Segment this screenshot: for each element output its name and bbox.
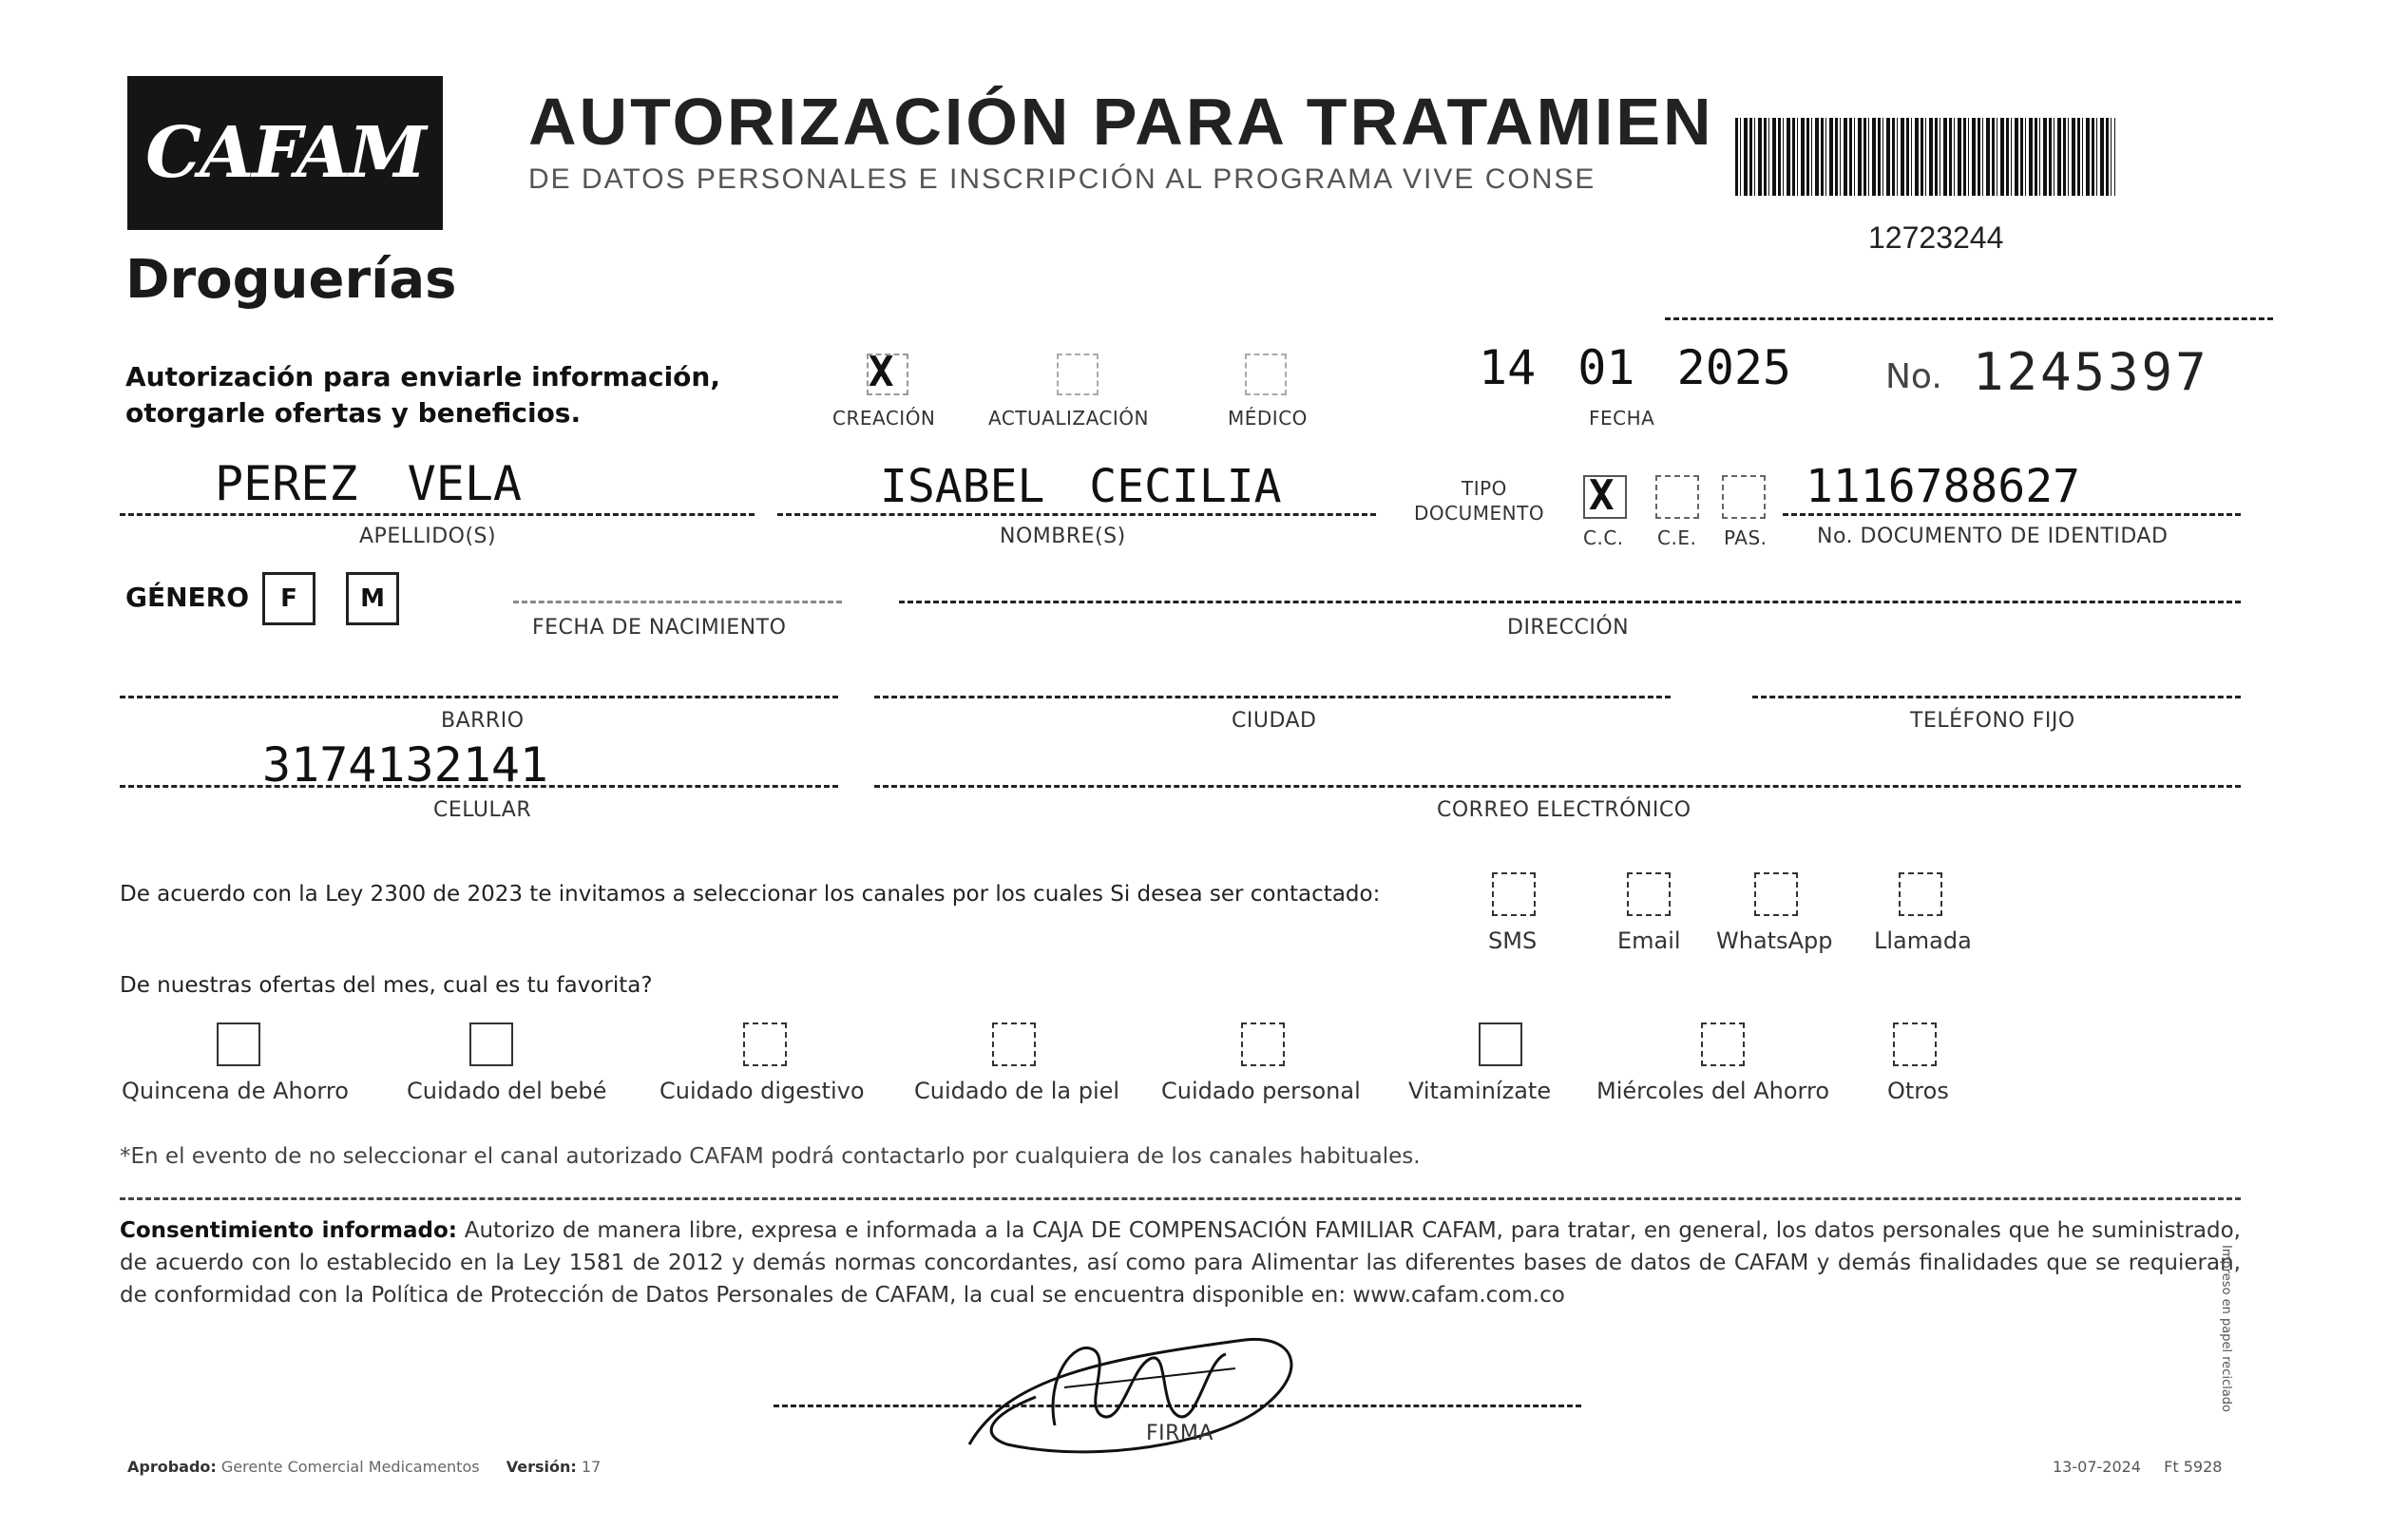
llamada-label: Llamada xyxy=(1874,927,1972,954)
offer-checkbox-otros[interactable] xyxy=(1893,1023,1937,1066)
offer-label-otros: Otros xyxy=(1887,1078,1949,1104)
header-divider xyxy=(1665,317,2273,320)
ciudad-label: CIUDAD xyxy=(1232,709,1317,733)
whatsapp-label: WhatsApp xyxy=(1716,927,1833,954)
offer-checkbox-vitaminizate[interactable] xyxy=(1479,1023,1522,1066)
nombres-value: ISABEL CECILIA xyxy=(880,460,1282,513)
telefono-label: TELÉFONO FIJO xyxy=(1910,709,2075,733)
pas-checkbox[interactable] xyxy=(1722,475,1766,519)
email-checkbox[interactable] xyxy=(1627,872,1671,916)
documento-label: No. DOCUMENTO DE IDENTIDAD xyxy=(1817,525,2169,548)
offer-label-bebe: Cuidado del bebé xyxy=(407,1078,607,1104)
direccion-label: DIRECCIÓN xyxy=(1507,616,1630,640)
consent-title: Consentimiento informado: xyxy=(120,1218,457,1243)
offer-checkbox-bebe[interactable] xyxy=(469,1023,513,1066)
fecha-value: 14 01 2025 xyxy=(1479,340,1792,395)
barrio-label: BARRIO xyxy=(441,709,525,733)
sms-checkbox[interactable] xyxy=(1492,872,1536,916)
form-subtitle: DE DATOS PERSONALES E INSCRIPCIÓN AL PROGRAMA VIVE CONSE xyxy=(528,163,1596,195)
aprobado-value: Gerente Comercial Medicamentos xyxy=(220,1458,480,1476)
ciudad-line xyxy=(874,696,1671,698)
barcode xyxy=(1735,118,2115,196)
consent-divider xyxy=(120,1197,2241,1200)
version-label: Versión: xyxy=(506,1458,577,1476)
offer-label-quincena: Quincena de Ahorro xyxy=(122,1078,349,1104)
aprobado-label: Aprobado: xyxy=(127,1458,217,1476)
footer-date: 13-07-2024 xyxy=(2053,1458,2141,1476)
barrio-line xyxy=(120,696,838,698)
footer-right xyxy=(2053,1458,2222,1476)
ce-checkbox[interactable] xyxy=(1655,475,1699,519)
offer-checkbox-personal[interactable] xyxy=(1241,1023,1285,1066)
nombres-line xyxy=(777,513,1376,516)
celular-value: 3174132141 xyxy=(262,737,549,793)
side-note: Impreso en papel reciclado xyxy=(2219,1245,2233,1412)
no-label: No. xyxy=(1885,357,1942,396)
whatsapp-checkbox[interactable] xyxy=(1754,872,1798,916)
logo-text: CAFAM xyxy=(145,112,425,194)
nombres-label: NOMBRE(S) xyxy=(1000,525,1126,548)
celular-label: CELULAR xyxy=(433,798,532,822)
correo-line xyxy=(874,785,2241,788)
direccion-line xyxy=(899,601,2241,603)
offer-label-digestivo: Cuidado digestivo xyxy=(659,1078,865,1104)
footer-left xyxy=(127,1458,601,1476)
cc-mark: X xyxy=(1589,471,1615,520)
genero-m-box[interactable]: M xyxy=(346,572,399,625)
nacimiento-label: FECHA DE NACIMIENTO xyxy=(532,616,787,640)
offer-checkbox-miercoles[interactable] xyxy=(1701,1023,1745,1066)
firma-label: FIRMA xyxy=(1146,1422,1214,1445)
genero-f-box[interactable]: F xyxy=(262,572,315,625)
actualizacion-label: ACTUALIZACIÓN xyxy=(988,407,1149,430)
offer-label-personal: Cuidado personal xyxy=(1161,1078,1361,1104)
medico-label: MÉDICO xyxy=(1228,407,1308,430)
pas-label: PAS. xyxy=(1724,526,1768,549)
barcode-number: 12723244 xyxy=(1868,220,2004,255)
offer-checkbox-quincena[interactable] xyxy=(217,1023,260,1066)
consent-text: Autorizo de manera libre, expresa e informada a la CAJA DE COMPENSACIÓN FAMILIAR CAFAM, para tratar, en general, los datos personales que he suministrado, de acuerdo con lo establecido en la Ley 1581 de 2012 y demás normas concordantes, así como para Alimentar las diferentes bases de datos de CAFAM y demás finalidades que se requieran, de conformidad con la Política de Protección de Datos Personales de CAFAM, la cual se encuentra disponible en: www.cafam.com.co xyxy=(120,1218,2241,1308)
brand-subtitle: Droguerías xyxy=(125,249,457,311)
tipo-label-1: TIPO xyxy=(1462,477,1507,500)
intro-line-1: Autorización para enviarle información, xyxy=(125,361,720,392)
ce-label: C.E. xyxy=(1657,526,1697,549)
no-value: 1245397 xyxy=(1973,342,2209,402)
actualizacion-checkbox[interactable] xyxy=(1057,354,1099,395)
correo-label: CORREO ELECTRÓNICO xyxy=(1437,798,1691,822)
offer-label-vitaminizate: Vitaminízate xyxy=(1408,1078,1552,1104)
consent-paragraph xyxy=(120,1214,2241,1311)
offer-checkbox-digestivo[interactable] xyxy=(743,1023,787,1066)
email-label: Email xyxy=(1617,927,1681,954)
footer-code: Ft 5928 xyxy=(2164,1458,2223,1476)
genero-label: GÉNERO xyxy=(125,582,250,613)
apellidos-label: APELLIDO(S) xyxy=(359,525,497,548)
creacion-mark: X xyxy=(869,348,894,396)
medico-checkbox[interactable] xyxy=(1245,354,1287,395)
documento-line xyxy=(1783,513,2241,516)
apellidos-line xyxy=(120,513,755,516)
footnote: *En el evento de no seleccionar el canal autorizado CAFAM podrá contactarlo por cualquiera de los canales habituales. xyxy=(120,1144,1421,1169)
handwritten-signature xyxy=(950,1302,1330,1473)
creacion-label: CREACIÓN xyxy=(832,407,936,430)
channels-text: De acuerdo con la Ley 2300 de 2023 te invitamos a seleccionar los canales por los cuales Si desea ser contactado: xyxy=(120,882,1381,907)
version-value: 17 xyxy=(581,1458,602,1476)
apellidos-value: PEREZ VELA xyxy=(215,456,523,511)
sms-label: SMS xyxy=(1488,927,1538,954)
llamada-checkbox[interactable] xyxy=(1899,872,1942,916)
nacimiento-line xyxy=(513,601,842,603)
documento-value: 1116788627 xyxy=(1806,460,2080,513)
cafam-logo xyxy=(127,76,443,230)
offer-label-miercoles: Miércoles del Ahorro xyxy=(1596,1078,1830,1104)
form-title: AUTORIZACIÓN PARA TRATAMIEN xyxy=(528,85,1714,159)
offer-checkbox-piel[interactable] xyxy=(992,1023,1036,1066)
cc-label: C.C. xyxy=(1583,526,1624,549)
offers-question: De nuestras ofertas del mes, cual es tu favorita? xyxy=(120,973,653,998)
intro-line-2: otorgarle ofertas y beneficios. xyxy=(125,397,582,429)
offer-label-piel: Cuidado de la piel xyxy=(914,1078,1120,1104)
tipo-label-2: DOCUMENTO xyxy=(1414,502,1545,525)
fecha-label: FECHA xyxy=(1589,407,1655,430)
telefono-line xyxy=(1752,696,2241,698)
